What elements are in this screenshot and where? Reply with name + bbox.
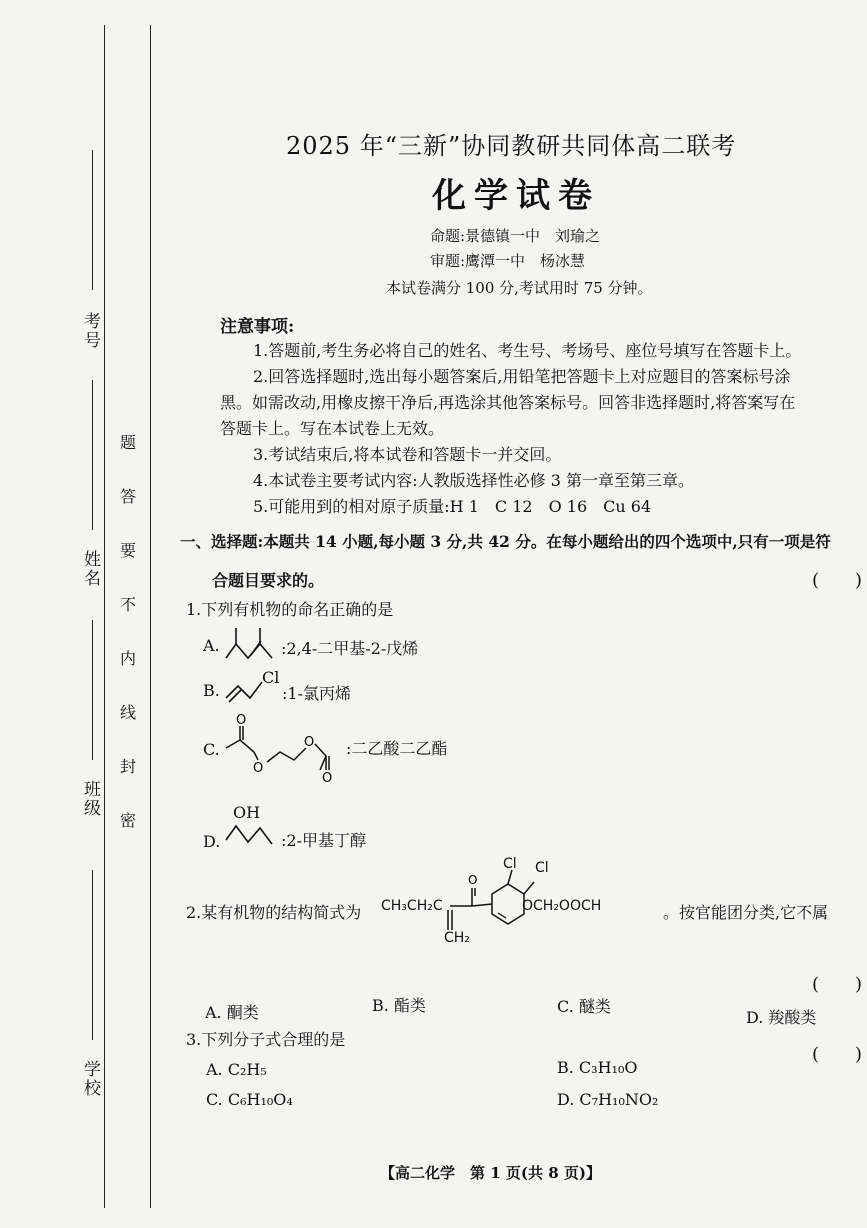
exam-info: 本试卷满分 100 分,考试用时 75 分钟。 xyxy=(386,279,653,297)
option-a-label: A. xyxy=(203,636,220,655)
exam-title: 2025 年“三新”协同教研共同体高二联考 xyxy=(286,132,737,160)
option-b-text: :1-氯丙烯 xyxy=(282,684,351,703)
q2-formula-left: CH₃CH₂C xyxy=(381,898,443,914)
seal-char: 封 xyxy=(120,757,137,776)
seal-char: 内 xyxy=(120,649,137,668)
question-2-stem-cont: 。按官能团分类,它不属 xyxy=(663,903,829,922)
exam-no-label: 考号 xyxy=(80,312,100,350)
option-b-cl-atom: Cl xyxy=(262,668,280,687)
question-2-stem: 2.某有机物的结构简式为 xyxy=(186,903,362,922)
seal-char: 不 xyxy=(120,595,137,614)
q2-ch2-group: CH₂ xyxy=(444,930,470,946)
option-a-structure xyxy=(222,624,282,664)
option-a-text: :2,4-二甲基-2-戊烯 xyxy=(281,639,419,658)
section-heading: 一、选择题:本题共 14 小题,每小题 3 分,共 42 分。在每小题给出的四个选项中,只有一项是符 xyxy=(180,532,831,551)
svg-text:O: O xyxy=(304,735,315,750)
seal-char: 线 xyxy=(120,703,137,722)
option-d-oh-group: OH xyxy=(233,803,261,822)
notes-heading: 注意事项: xyxy=(220,317,295,337)
option-d-text: :2-甲基丁醇 xyxy=(281,831,366,850)
section-heading-cont: 合题目要求的。 xyxy=(212,571,325,590)
reviewer-line: 审题:鹰潭一中 杨冰慧 xyxy=(430,252,586,270)
note-line: 4.本试卷主要考试内容:人教版选择性必修 3 第一章至第三章。 xyxy=(253,471,695,490)
option-b-label: B. xyxy=(203,681,220,700)
q2-cl-atom: Cl xyxy=(535,860,549,876)
school-underline xyxy=(92,870,93,1040)
exam-no-underline xyxy=(92,150,93,290)
class-underline xyxy=(92,620,93,760)
q3-option-c: C. C₆H₁₀O₄ xyxy=(206,1090,293,1109)
note-line: 5.可能用到的相对原子质量:H 1 C 12 O 16 Cu 64 xyxy=(253,497,652,516)
q2-cl-atom: Cl xyxy=(503,856,517,872)
q3-option-b: B. C₃H₁₀O xyxy=(557,1058,638,1077)
seal-char: 要 xyxy=(120,541,137,560)
option-d-structure xyxy=(222,818,282,858)
seal-char: 答 xyxy=(120,487,137,506)
class-label: 班级 xyxy=(80,780,100,818)
q3-option-d: D. C₇H₁₀NO₂ xyxy=(557,1090,659,1109)
svg-text:O: O xyxy=(322,771,333,786)
svg-text:O: O xyxy=(236,713,247,728)
answer-paren: ( ) xyxy=(812,974,863,995)
question-3-stem: 3.下列分子式合理的是 xyxy=(186,1030,346,1049)
svg-text:O: O xyxy=(253,761,264,776)
binding-line-left xyxy=(104,25,105,1208)
option-c-structure xyxy=(222,712,347,787)
note-line: 答题卡上。写在本试卷上无效。 xyxy=(220,419,445,438)
option-c-text: :二乙酸二乙酯 xyxy=(346,739,448,758)
q2-option-d: D. 羧酸类 xyxy=(746,1008,817,1027)
name-label: 姓名 xyxy=(80,550,100,588)
option-c-label: C. xyxy=(203,740,220,759)
q2-option-b: B. 酯类 xyxy=(372,996,426,1015)
q2-formula-right: OCH₂OOCH xyxy=(522,898,602,914)
q2-option-c: C. 醚类 xyxy=(557,997,611,1016)
note-line: 黑。如需改动,用橡皮擦干净后,再选涂其他答案标号。回答非选择题时,将答案写在 xyxy=(220,393,796,412)
answer-paren: ( ) xyxy=(812,570,863,591)
note-line: 3.考试结束后,将本试卷和答题卡一并交回。 xyxy=(253,445,562,464)
seal-char: 题 xyxy=(120,433,137,452)
seal-char: 密 xyxy=(120,811,137,830)
q2-option-a: A. 酮类 xyxy=(205,1003,259,1022)
option-d-label: D. xyxy=(203,832,221,851)
school-label: 学校 xyxy=(80,1060,100,1098)
question-1-stem: 1.下列有机物的命名正确的是 xyxy=(186,600,394,619)
note-line: 1.答题前,考生务必将自己的姓名、考生号、考场号、座位号填写在答题卡上。 xyxy=(253,341,802,360)
subject-title: 化学试卷 xyxy=(432,176,600,216)
q3-option-a: A. C₂H₅ xyxy=(206,1060,267,1079)
binding-line-right xyxy=(150,25,151,1208)
page-footer: 【高二化学 第 1 页(共 8 页)】 xyxy=(380,1164,601,1182)
svg-text:O: O xyxy=(468,873,478,887)
name-underline xyxy=(92,380,93,530)
answer-paren: ( ) xyxy=(812,1044,863,1065)
author-line: 命题:景德镇一中 刘瑜之 xyxy=(430,227,601,245)
note-line: 2.回答选择题时,选出每小题答案后,用铅笔把答题卡上对应题目的答案标号涂 xyxy=(253,367,791,386)
